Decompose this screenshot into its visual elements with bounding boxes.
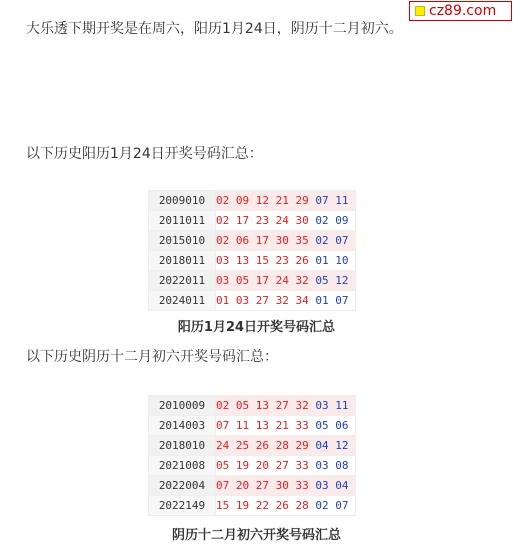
draw-numbers: [216, 251, 356, 271]
draw-issue: 2018011: [149, 251, 216, 271]
draw-row: [149, 496, 356, 516]
section1-heading: 以下历史阳历1月24日开奖号码汇总：: [26, 146, 263, 162]
draw-row: [149, 291, 356, 311]
draw-numbers: [216, 211, 356, 231]
draw-issue: 2014003: [149, 416, 216, 436]
front-numbers: 01 03 27 32 34: [216, 294, 309, 307]
draw-row: [149, 456, 356, 476]
front-numbers: 03 05 17 24 32: [216, 274, 309, 287]
draw-numbers: [216, 416, 356, 436]
back-numbers: 04 12: [315, 439, 349, 452]
draw-issue: 2010009: [149, 396, 216, 416]
draw-row: [149, 396, 356, 416]
draw-numbers: [216, 271, 356, 291]
back-numbers: 02 09: [315, 214, 349, 227]
front-numbers: 07 11 13 21 33: [216, 419, 309, 432]
draw-issue: 2011011: [149, 211, 216, 231]
draw-issue: 2024011: [149, 291, 216, 311]
draw-row: [149, 271, 356, 291]
front-numbers: 24 25 26 28 29: [216, 439, 309, 452]
front-numbers: 05 19 20 27 33: [216, 459, 309, 472]
back-numbers: 03 08: [315, 459, 349, 472]
logo-square-icon: [415, 6, 425, 16]
draw-issue: 2022004: [149, 476, 216, 496]
site-logo[interactable]: [409, 1, 512, 21]
draw-issue: 2018010: [149, 436, 216, 456]
logo-text: cz89.com: [429, 3, 497, 19]
draw-row: [149, 416, 356, 436]
section2-caption: 阴历十二月初六开奖号码汇总: [171, 528, 341, 543]
back-numbers: 02 07: [315, 234, 349, 247]
draw-numbers: [216, 191, 356, 211]
draw-row: [149, 476, 356, 496]
draw-numbers: [216, 476, 356, 496]
back-numbers: 01 07: [315, 294, 349, 307]
draw-row: [149, 191, 356, 211]
front-numbers: 03 13 15 23 26: [216, 254, 309, 267]
draw-issue: 2022149: [149, 496, 216, 516]
section2-heading: 以下历史阴历十二月初六开奖号码汇总：: [26, 349, 278, 365]
draw-issue: 2015010: [149, 231, 216, 251]
draw-row: [149, 436, 356, 456]
front-numbers: 02 17 23 24 30: [216, 214, 309, 227]
draw-issue: 2009010: [149, 191, 216, 211]
intro-text: 大乐透下期开奖是在周六，阳历1月24日，阴历十二月初六。: [26, 21, 403, 37]
back-numbers: 01 10: [315, 254, 349, 267]
draw-numbers: [216, 436, 356, 456]
front-numbers: 07 20 27 30 33: [216, 479, 309, 492]
front-numbers: 02 06 17 30 35: [216, 234, 309, 247]
draw-issue: 2021008: [149, 456, 216, 476]
draw-numbers: [216, 291, 356, 311]
draw-numbers: [216, 231, 356, 251]
back-numbers: 02 07: [315, 499, 349, 512]
back-numbers: 05 06: [315, 419, 349, 432]
draw-row: [149, 251, 356, 271]
draw-numbers: [216, 456, 356, 476]
front-numbers: 02 09 12 21 29: [216, 194, 309, 207]
draw-numbers: [216, 396, 356, 416]
draw-row: [149, 231, 356, 251]
back-numbers: 05 12: [315, 274, 349, 287]
front-numbers: 15 19 22 26 28: [216, 499, 309, 512]
draw-row: [149, 211, 356, 231]
draw-numbers: [216, 496, 356, 516]
section2-table: [148, 395, 356, 516]
section1-table: [148, 190, 356, 311]
back-numbers: 03 04: [315, 479, 349, 492]
back-numbers: 07 11: [315, 194, 349, 207]
back-numbers: 03 11: [315, 399, 349, 412]
draw-issue: 2022011: [149, 271, 216, 291]
section1-caption: 阳历1月24日开奖号码汇总: [177, 320, 336, 335]
front-numbers: 02 05 13 27 32: [216, 399, 309, 412]
